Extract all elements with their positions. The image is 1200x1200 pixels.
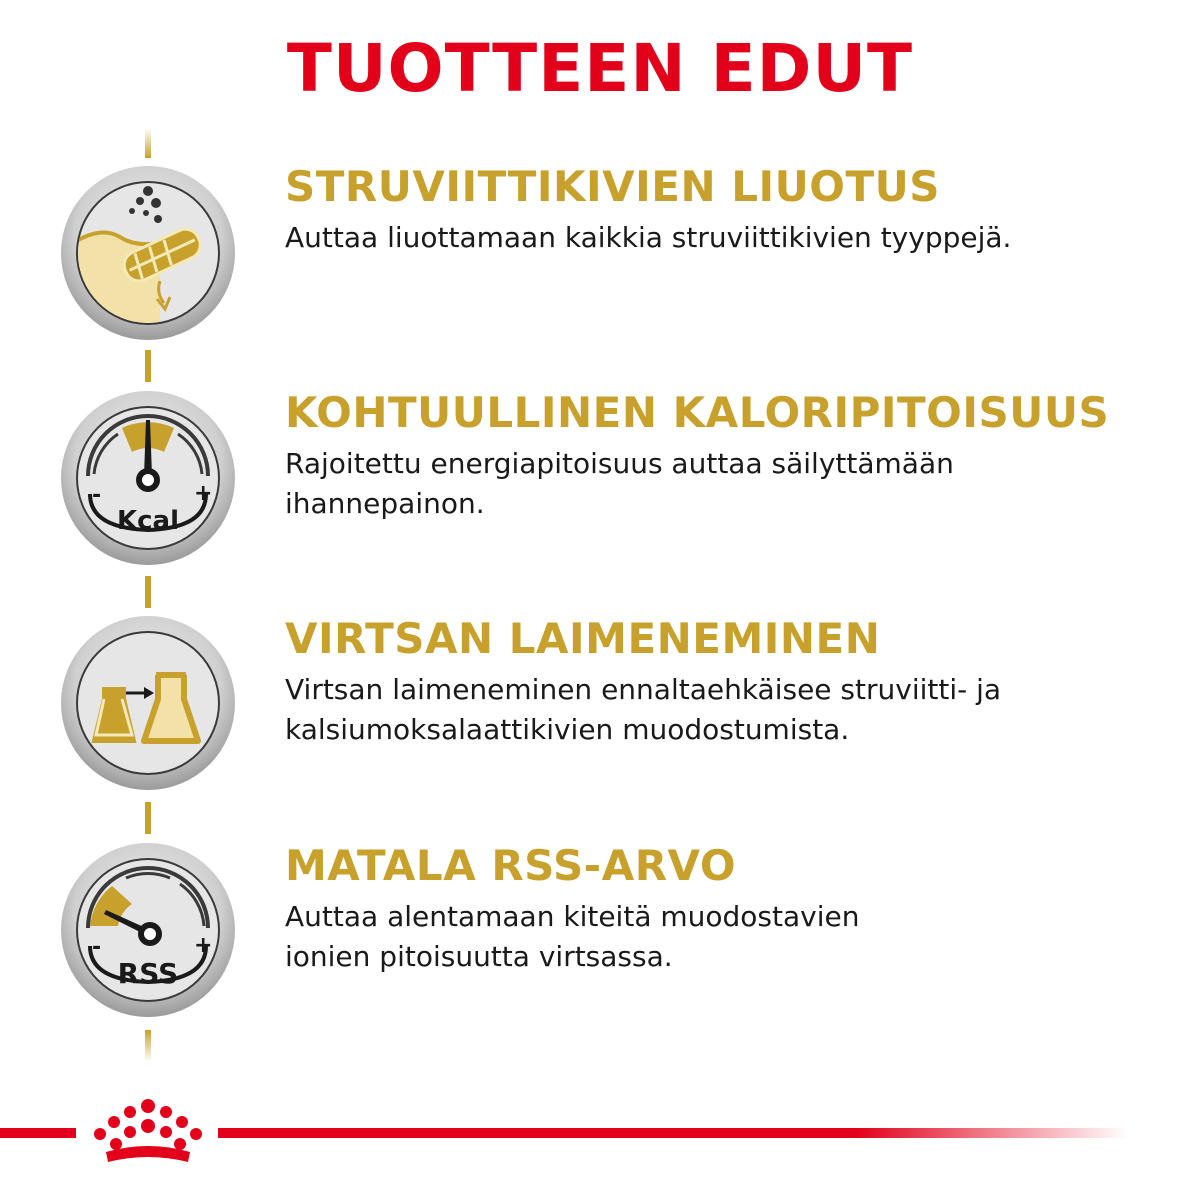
benefit-text-line: Auttaa liuottamaan kaikkia struviittikivien tyyppejä. <box>285 221 1012 254</box>
footer-rule <box>0 1128 76 1138</box>
footer-rule <box>218 1128 1128 1138</box>
kcal-gauge-icon <box>60 390 236 566</box>
benefit-struvite-dissolution <box>285 162 1165 258</box>
timeline-line <box>145 1030 151 1062</box>
benefit-text-line: Virtsan laimeneminen ennaltaehkäisee struviitti- ja <box>285 673 1002 706</box>
timeline-line <box>145 350 151 382</box>
minus-sign: - <box>92 935 102 960</box>
timeline-line <box>145 128 151 158</box>
urine-dilution-icon <box>60 615 236 791</box>
benefit-heading: KOHTUULLINEN KALORIPITOISUUS <box>285 388 1110 437</box>
benefit-text-line: Rajoitettu energiapitoisuus auttaa säilyttämään <box>285 447 954 480</box>
page-title: TUOTTEEN EDUT <box>286 30 914 107</box>
benefit-text <box>285 897 1165 977</box>
plus-sign: + <box>194 933 213 958</box>
benefit-urine-dilution <box>285 614 1165 750</box>
benefit-heading: STRUVIITTIKIVIEN LIUOTUS <box>285 162 940 211</box>
kcal-label: Kcal <box>116 506 180 536</box>
brand-crown-logo <box>84 1096 212 1168</box>
minus-sign: - <box>92 483 102 508</box>
struvite-dissolution-icon <box>60 165 236 341</box>
rss-label: RSS <box>117 957 179 990</box>
benefit-text <box>285 444 1165 524</box>
benefit-text-line: ionien pitoisuutta virtsassa. <box>285 940 673 973</box>
timeline-line <box>145 576 151 608</box>
rss-gauge-icon <box>60 842 236 1018</box>
benefit-moderate-calories <box>285 388 1165 524</box>
benefit-text-line: ihannepainon. <box>285 487 485 520</box>
benefit-text <box>285 670 1165 750</box>
plus-sign: + <box>194 481 213 506</box>
benefit-heading: MATALA RSS-ARVO <box>285 841 737 890</box>
timeline-line <box>145 802 151 834</box>
benefit-text-line: Auttaa alentamaan kiteitä muodostavien <box>285 900 860 933</box>
benefit-heading: VIRTSAN LAIMENEMINEN <box>285 614 881 663</box>
benefit-text <box>285 218 1165 258</box>
benefit-text-line: kalsiumoksalaattikivien muodostumista. <box>285 713 850 746</box>
benefit-low-rss <box>285 841 1165 977</box>
